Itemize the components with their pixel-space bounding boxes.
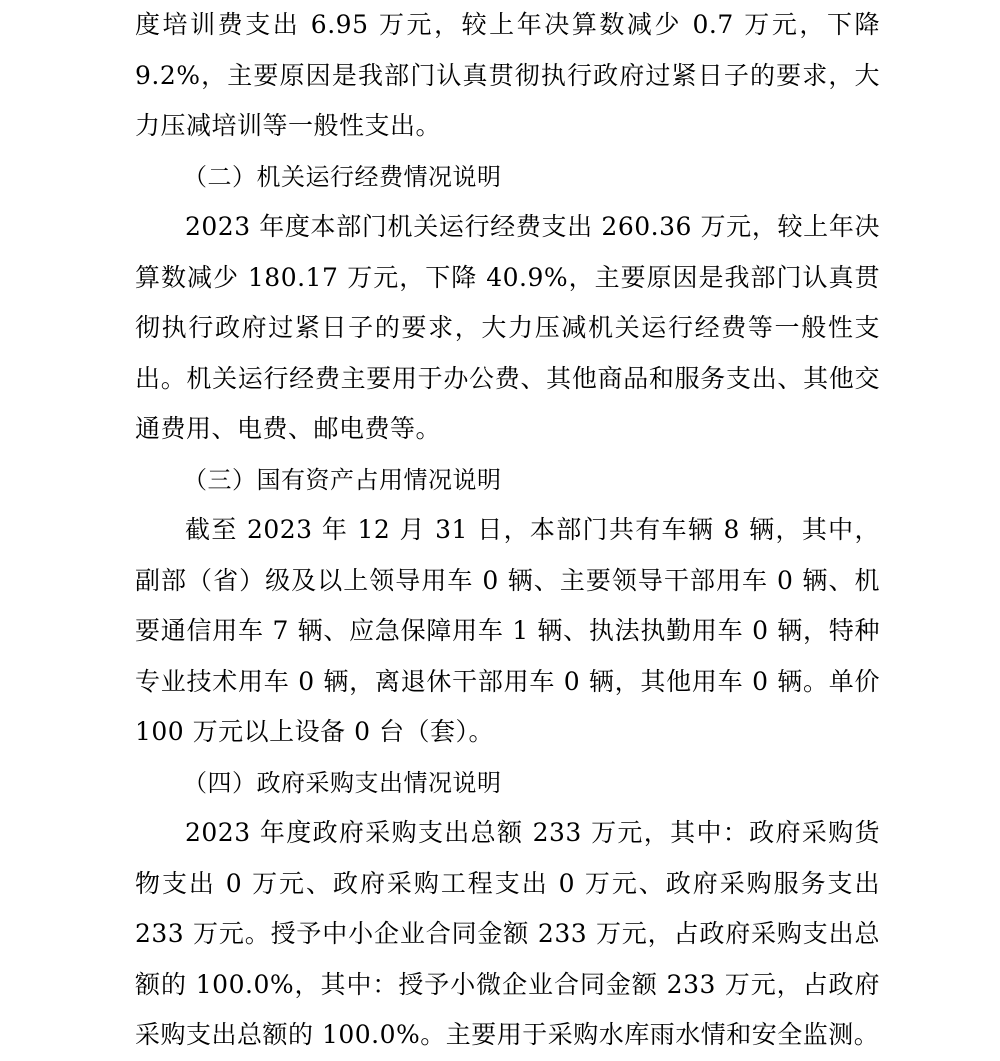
paragraph-agency-operating-expenses: 2023 年度本部门机关运行经费支出 260.36 万元，较上年决算数减少 180.17 万元，下降 40.9%，主要原因是我部门认真贯彻执行政府过紧日子的要求，大力压减机关运行经费等一般性支出。机关运行经费主要用于办公费、其他商品和服务支出、其他交通费用、电费、邮电费等。 [135,212,880,443]
paragraph-government-procurement: 2023 年度政府采购支出总额 233 万元，其中：政府采购货物支出 0 万元、政府采购工程支出 0 万元、政府采购服务支出 233 万元。授予中小企业合同金额 233 万元，占政府采购支出总额的 100.0%，其中：授予小微企业合同金额 233 万元，占政府采购支出总额的 100.0%。主要用于采购水库雨水情和安全监测。 [135,818,880,1049]
heading-government-procurement: （四）政府采购支出情况说明 [183,768,502,797]
heading-state-assets: （三）国有资产占用情况说明 [183,465,502,494]
paragraph-state-assets: 截至 2023 年 12 月 31 日，本部门共有车辆 8 辆，其中，副部（省）级及以上领导用车 0 辆、主要领导干部用车 0 辆、机要通信用车 7 辆、应急保障用车 1 辆、执法执勤用车 0 辆，特种专业技术用车 0 辆，离退休干部用车 0 辆，其他用车 0 辆。单价 100 万元以上设备 0 台（套）。 [135,515,880,746]
heading-agency-operating-expenses: （二）机关运行经费情况说明 [183,162,502,191]
paragraph-training-expense-continued: 度培训费支出 6.95 万元，较上年决算数减少 0.7 万元，下降 9.2%，主要原因是我部门认真贯彻执行政府过紧日子的要求，大力压减培训等一般性支出。 [135,10,880,140]
document-page [135,0,880,1061]
